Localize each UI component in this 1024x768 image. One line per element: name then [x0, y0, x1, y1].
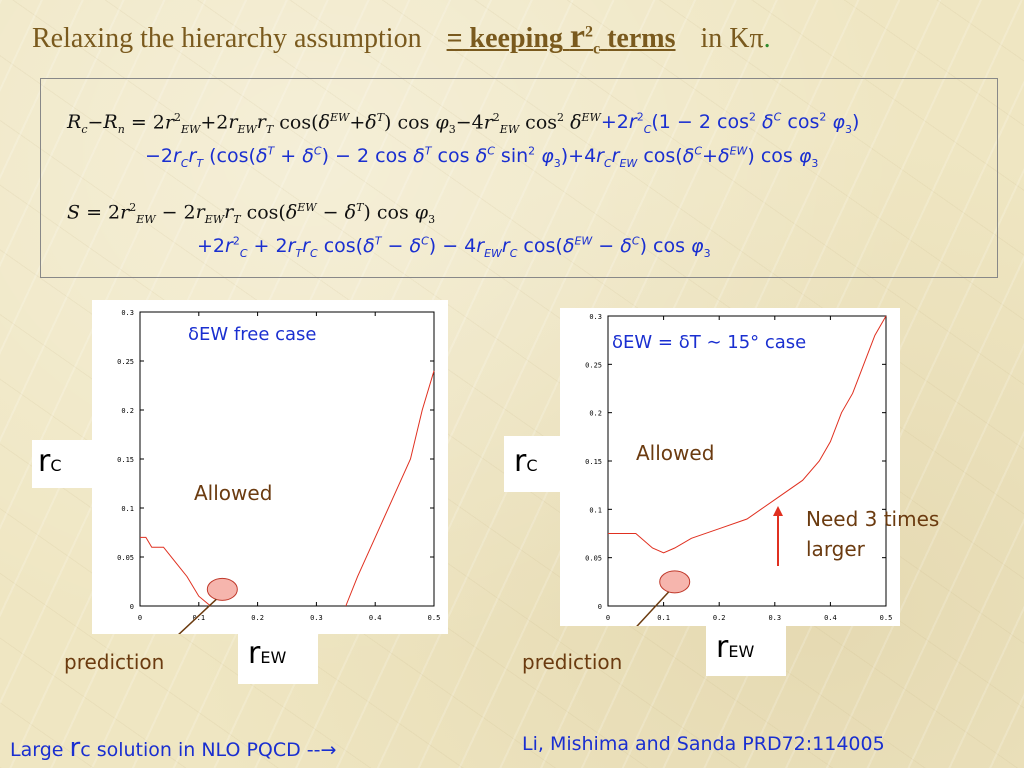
x-tick-label: 0.5 [427, 614, 441, 622]
y-tick-label: 0.05 [117, 554, 134, 562]
prediction-marker [660, 571, 690, 593]
y-tick-label: 0.3 [589, 313, 602, 321]
y-tick-label: 0 [129, 603, 134, 611]
equation-box [40, 78, 998, 278]
y-tick-label: 0 [597, 603, 602, 611]
title-kpi: in Kπ [700, 23, 764, 54]
chart-title: δEW free case [188, 324, 317, 345]
slide-title [32, 18, 771, 59]
xlabel-rew-left: rEW [238, 630, 318, 684]
prediction-label-right: prediction [522, 650, 623, 674]
boundary-curve [140, 537, 211, 606]
y-tick-label: 0.05 [585, 554, 602, 563]
chart-svg-left [92, 300, 448, 634]
y-tick-label: 0.3 [121, 309, 134, 317]
footer-left: Large rc solution in NLO PQCD --→ [10, 733, 337, 763]
y-tick-label: 0.25 [585, 361, 602, 370]
prediction-marker [207, 578, 237, 600]
y-tick-label: 0.15 [585, 458, 602, 466]
equation-rc-rn-cont: $-2r_Cr_T$ ($\cos(\delta^T + \delta^C) - 2$ $\cos \delta^T$ $\cos \delta^C$ $\sin^2 \varphi_3)+4r_Cr_{EW}$ $\cos(\delta^C+\delta^{EW})$ $\cos \varphi_3$ [145, 145, 819, 171]
x-tick-label: 0.2 [251, 614, 264, 622]
y-tick-label: 0.15 [117, 456, 134, 464]
x-tick-label: 0.4 [824, 614, 837, 622]
x-tick-label: 0.1 [657, 614, 670, 622]
need-larger-note: Need 3 times larger [806, 507, 940, 561]
title-dot: . [763, 23, 771, 54]
x-tick-label: 0.5 [879, 614, 893, 622]
title-main: Relaxing the hierarchy assumption [32, 23, 422, 54]
footer-reference: Li, Mishima and Sanda PRD72:114005 [522, 733, 885, 755]
allowed-label: Allowed [636, 441, 715, 465]
x-tick-label: 0 [137, 614, 143, 622]
equation-rc-rn: $R_c-R_n = 2r^2_{EW}+2r_{EW}r_T$ $\cos(\delta^{EW}+\delta^T)$ $\cos \varphi_3-4r^2_{EW}$ $\cos^2 \delta^{EW}+2r^2_C(1 - 2$ $\cos^2 \delta^C$ $\cos^2 \varphi_3$) [67, 111, 860, 137]
chart-svg-right [560, 308, 900, 626]
boundary-curve [346, 371, 434, 606]
x-tick-label: 0 [605, 614, 611, 622]
title-keeping-phrase: = keeping $r^2_c$ terms [446, 18, 676, 58]
y-tick-label: 0.2 [589, 409, 602, 418]
y-tick-label: 0.2 [121, 407, 134, 415]
x-tick-label: 0.1 [192, 614, 206, 622]
y-tick-label: 0.1 [589, 506, 602, 515]
chart-title: δEW = δT ∼ 15° case [612, 332, 807, 353]
xlabel-rew-right: rEW [706, 624, 786, 676]
plot-frame [140, 312, 434, 606]
chart-delta-ew-free [92, 300, 448, 634]
x-tick-label: 0.4 [368, 614, 382, 622]
x-tick-label: 0.3 [310, 614, 323, 622]
ylabel-rc-right: rC [504, 436, 562, 492]
equation-s-cont: $+2r^2_C + 2r_Tr_C$ $\cos(\delta^T - \delta^C) - 4r_{EW}r_C$ $\cos(\delta^{EW} - \delta^C)$ $\cos \varphi_3$ [197, 235, 711, 261]
y-tick-label: 0.25 [117, 358, 134, 366]
need-larger-arrowhead [773, 506, 783, 516]
equation-s: $S = 2r^2_{EW} - 2r_{EW}r_T$ $\cos(\delta^{EW} - \delta^T)$ $\cos \varphi_3$ [67, 201, 436, 227]
ylabel-rc-left: rC [32, 440, 94, 488]
prediction-label-left: prediction [64, 650, 165, 674]
allowed-label: Allowed [194, 481, 273, 505]
x-tick-label: 0.2 [712, 614, 726, 622]
chart-delta-ew-eq-delta-t [560, 308, 900, 626]
y-tick-label: 0.1 [121, 505, 134, 513]
x-tick-label: 0.3 [768, 614, 782, 622]
